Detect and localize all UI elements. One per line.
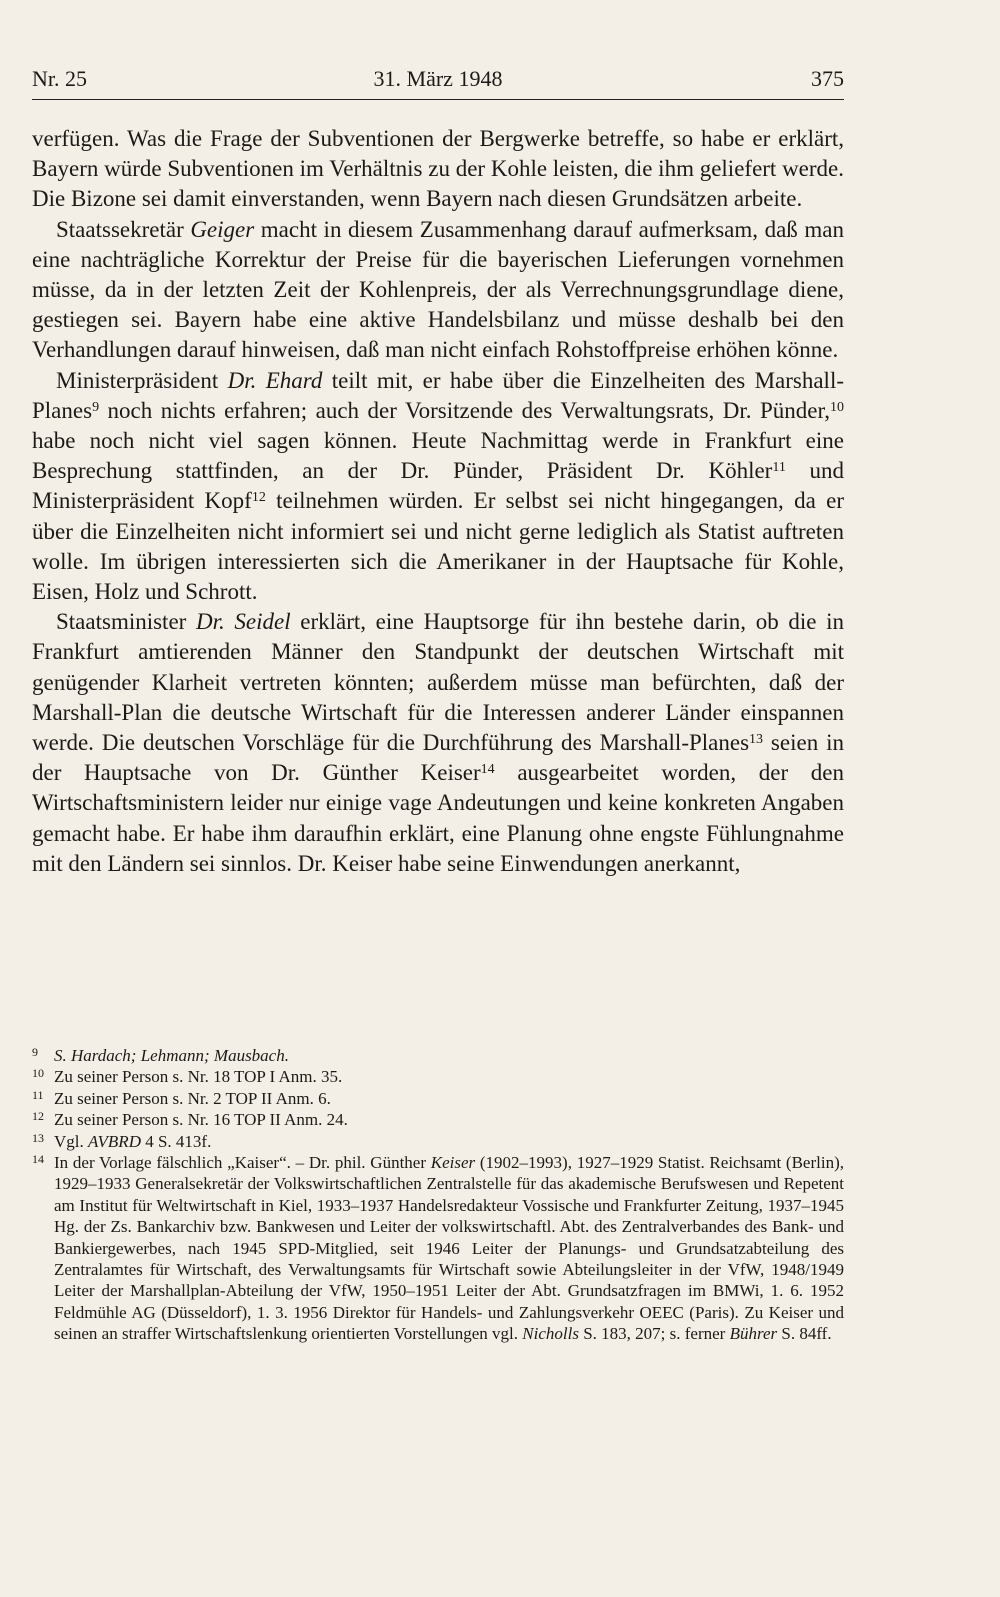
footnote-ref-13[interactable]: 13 — [749, 732, 764, 748]
paragraph-1: verfügen. Was die Frage der Subventionen der Bergwerke betreffe, so habe er erklärt, Bayern würde Subventionen im Verhältnis zu der Kohle leisten, die ihm geliefert werde. Die Bizone sei damit einverstanden, wenn Bayern nach diesen Grundsätzen arbeite. — [32, 126, 845, 212]
paragraph-2 — [32, 215, 844, 366]
footnote-text-a: Vgl. — [54, 1131, 88, 1151]
speaker-seidel: Dr. Seidel — [195, 609, 291, 635]
footnote-ref-9[interactable]: 9 — [92, 399, 100, 415]
p3-text-d: habe noch nicht viel sagen können. Heute Nachmittag werde in Frankfurt eine Besprechung stattfinden, an der Dr. Pünder, Präsident Dr. Köhler — [32, 428, 844, 484]
p2-text-b: macht in diesem Zusammenhang darauf aufmerksam, daß man eine nachträgliche Korrektur der Preise für die bayerischen Lieferungen vornehmen müsse, da in der letzten Zeit der Kohlenpreis, der als Verrechnungsgrundlage diene, gestiegen sei. Bayern habe eine aktive Handelsbilanz und müsse deshalb bei den Verhandlungen darauf hinweisen, daß man nicht einfach Rohstoffpreise erhöhen könne. — [32, 216, 844, 363]
footnote-number: 11 — [32, 1087, 44, 1102]
running-header — [32, 62, 844, 96]
p4-text-b: erklärt, eine Hauptsorge für ihn bestehe darin, ob die in Frankfurt amtierenden Männer den Standpunkt der deutschen Wirtschaft mit genügender Klarheit vertreten könnten; außerdem müsse man befürchten, daß der Marshall-Plan die deutsche Wirtschaft für die Interessen anderer Länder einspannen werde. Die deutschen Vorschläge für die Durchführung des Marshall-Planes — [32, 609, 845, 756]
footnote-text: S. Hardach; Lehmann; Mausbach. — [54, 1046, 289, 1065]
footnote-text: Zu seiner Person s. Nr. 2 TOP II Anm. 6. — [54, 1088, 331, 1108]
footnote-text-b: (1902–1993), 1927–1929 Statist. Reichsamt (Berlin), 1929–1933 Generalsekretär der Volkswirtschaftlichen Zentralstelle für das akademische Berufswesen und Repetent am Institut für Weltwirtschaft in Kiel, 1933–1937 Handelsredakteur Vossische und Frankfurter Zeitung, 1937–1945 Hg. der Zs. Bankarchiv bzw. Bankwesen und Leiter der volkswirtschaftl. Abt. des Zentralverbandes des Bank- und Bankiergewerbes, nach 1945 SPD-Mitglied, seit 1946 Leiter der Planungs- und Grundsatzabteilung des Zentralamtes für Wirtschaft, des Verwaltungsamts für Wirtschaft sowie Abteilungsleiter in der VfW, 1948/1949 Leiter der Marshallplan-Abteilung der VfW, 1950–1951 Leiter der Abt. Grundsatzfragen im BMWi, 1. 6. 1952 Feldmühle AG (Düsseldorf), 1. 3. 1956 Direktor für Handels- und Zahlungsverkehr OEEC (Paris). Zu Keiser und seinen an straffer Wirtschaftslenkung orientierten Vorstellungen vgl. — [54, 1153, 845, 1344]
p3-text-a: Ministerpräsident — [56, 367, 228, 393]
source-buehrer: Bührer — [729, 1324, 778, 1344]
footnote-11 — [32, 1088, 844, 1109]
footnote-12 — [32, 1109, 844, 1130]
footnote-number: 13 — [32, 1130, 44, 1145]
footnote-text-b: 4 S. 413f. — [140, 1131, 212, 1151]
footnote-13 — [32, 1131, 844, 1152]
footnote-text-d: S. 84ff. — [777, 1324, 832, 1344]
footnote-number: 9 — [32, 1045, 38, 1059]
footnote-text-a: In der Vorlage fälschlich „Kaiser“. – Dr. phil. Günther — [54, 1153, 431, 1173]
footnote-ref-11[interactable]: 11 — [772, 460, 786, 476]
p4-text-a: Staatsminister — [56, 609, 196, 635]
footnotes — [32, 1045, 844, 1345]
page-number: 375 — [811, 66, 844, 91]
p3-text-f: teilnehmen würden. Er selbst sei nicht hingegangen, da er über die Einzelheiten nicht informiert sei und nicht gerne lediglich als Statist auftreten wolle. Im übrigen interessierten sich die Amerikaner in der Hauptsache für Kohle, Eisen, Holz und Schrott. — [32, 488, 844, 605]
paragraph-4 — [32, 607, 844, 879]
main-text — [32, 124, 844, 879]
footnote-10 — [32, 1066, 844, 1087]
header-rule — [32, 99, 844, 100]
p3-text-b: teilt mit, er habe über die Einzelheiten des Marshall-Planes — [32, 367, 844, 423]
footnote-text: Zu seiner Person s. Nr. 16 TOP II Anm. 24. — [54, 1110, 348, 1130]
p2-text-a: Staatssekretär — [56, 216, 191, 242]
footnote-number: 10 — [32, 1066, 44, 1081]
footnote-number: 14 — [32, 1152, 44, 1167]
p3-text-c: noch nichts erfahren; auch der Vorsitzende des Verwaltungsrats, Dr. Pünder, — [99, 397, 830, 423]
issue-number: Nr. 25 — [32, 66, 87, 91]
footnote-14 — [32, 1152, 844, 1345]
speaker-ehard: Dr. Ehard — [227, 367, 323, 393]
footnote-ref-10[interactable]: 10 — [830, 399, 844, 415]
footnote-number: 12 — [32, 1109, 44, 1124]
source-avbrd: AVBRD — [88, 1131, 141, 1151]
footnote-text-c: S. 183, 207; s. ferner — [578, 1324, 730, 1344]
source-nicholls: Nicholls — [522, 1324, 579, 1344]
name-keiser: Keiser — [430, 1153, 476, 1173]
speaker-geiger: Geiger — [190, 216, 255, 242]
p3-text-e: und Ministerpräsident Kopf — [32, 458, 845, 514]
p4-text-c: seien in der Hauptsache von Dr. Günther Keiser — [32, 730, 844, 786]
footnote-9 — [32, 1045, 844, 1066]
header-date: 31. März 1948 — [373, 66, 503, 91]
footnote-ref-14[interactable]: 14 — [480, 762, 495, 778]
footnote-ref-12[interactable]: 12 — [251, 490, 266, 506]
p4-text-d: ausgearbeitet worden, der den Wirtschaftsministern leider nur einige vage Andeutungen und keine konkreten Angaben gemacht habe. Er habe ihm daraufhin erklärt, eine Planung ohne engste Fühlungnahme mit den Ländern sei sinnlos. Dr. Keiser habe seine Einwendungen anerkannt, — [32, 760, 844, 876]
paragraph-3 — [32, 366, 844, 608]
footnote-text: Zu seiner Person s. Nr. 18 TOP I Anm. 35. — [54, 1067, 343, 1087]
